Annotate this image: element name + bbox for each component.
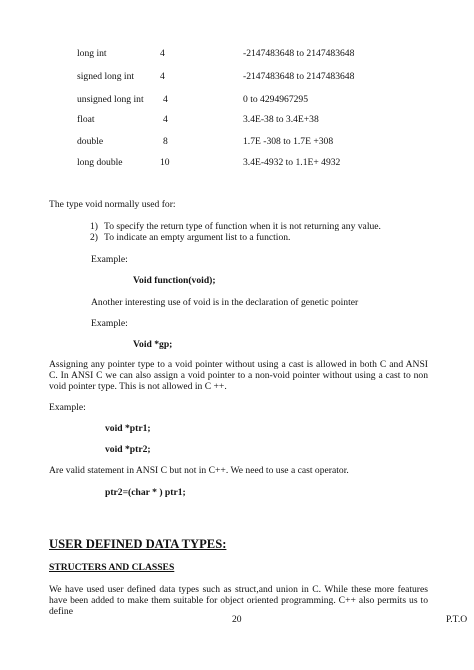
- type-name: unsigned long int: [77, 94, 144, 105]
- struct-paragraph: We have used user defined data types such as struct,and union in C. While these more features have been added to make them suitable for object oriented programming. C++ also permits us to define: [49, 584, 428, 617]
- list-text: To indicate an empty argument list to a function.: [104, 232, 291, 243]
- void-uses-list: [90, 221, 381, 243]
- type-range: 0 to 4294967295: [243, 94, 309, 105]
- type-range: -2147483648 to 2147483648: [243, 48, 355, 59]
- pto-label: P.T.O: [446, 614, 468, 625]
- type-size: 4: [163, 114, 168, 125]
- section-heading: USER DEFINED DATA TYPES:: [49, 537, 227, 551]
- type-name: float: [77, 114, 95, 125]
- type-size: 4: [163, 94, 168, 105]
- type-size: 4: [160, 71, 165, 82]
- list-text: To specify the return type of function when it is not returning any value.: [104, 221, 381, 232]
- code-line: void *ptr2;: [105, 444, 151, 455]
- page-number: 20: [232, 614, 242, 625]
- void-intro: The type void normally used for:: [49, 199, 176, 210]
- type-range: 3.4E-38 to 3.4E+38: [243, 114, 319, 125]
- example-label: Example:: [91, 254, 128, 265]
- generic-pointer-text: Another interesting use of void is in the declaration of genetic pointer: [91, 297, 359, 308]
- valid-statement: Are valid statement in ANSI C but not in C++. We need to use a cast operator.: [49, 465, 349, 476]
- list-item: [90, 232, 381, 243]
- type-size: 10: [160, 157, 170, 168]
- type-name: long double: [77, 157, 123, 168]
- example-label: Example:: [91, 318, 128, 329]
- code-line: Void *gp;: [133, 339, 173, 350]
- code-line: void *ptr1;: [105, 423, 151, 434]
- list-item: [90, 221, 381, 232]
- code-line: ptr2=(char * ) ptr1;: [105, 487, 186, 498]
- example-label: Example:: [49, 402, 86, 413]
- type-size: 4: [160, 48, 165, 59]
- subsection-heading: STRUCTERS AND CLASSES: [49, 562, 175, 573]
- assign-paragraph: Assigning any pointer type to a void pointer without using a cast is allowed in both C and ANSI C. In ANSI C we can also assign a void pointer to a non-void pointer without using a cast to non void pointer type. This is not allowed in C ++.: [49, 359, 428, 392]
- type-name: long int: [77, 48, 107, 59]
- code-line: Void function(void);: [133, 275, 216, 286]
- type-range: -2147483648 to 2147483648: [243, 71, 355, 82]
- list-number: 1): [90, 221, 98, 232]
- type-size: 8: [163, 136, 168, 147]
- type-name: double: [77, 136, 104, 147]
- list-number: 2): [90, 232, 98, 243]
- type-name: signed long int: [77, 71, 135, 82]
- type-range: 1.7E -308 to 1.7E +308: [243, 136, 334, 147]
- type-range: 3.4E-4932 to 1.1E+ 4932: [243, 157, 341, 168]
